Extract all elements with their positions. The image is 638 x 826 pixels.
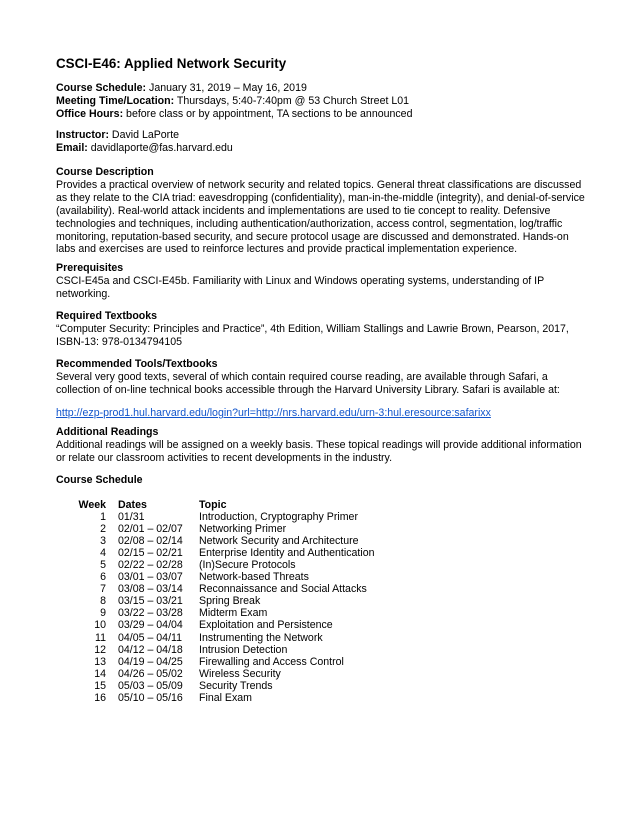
cell-week: 12 [94,643,106,656]
course-schedule-line [56,82,586,95]
office-hours-label: Office Hours: [56,107,124,120]
course-schedule-label: Course Schedule: [56,82,147,94]
recommended-line: collection of on-line technical books accessible through the Harvard University Library. Safari is available at: [56,383,560,396]
instructor-line [56,129,586,142]
cell-week: 7 [100,583,106,596]
description-line: monitoring, reputation-based security, and secure protocol usage are discussed and demonstrated. Hands-on [56,230,569,243]
cell-topic: Networking Primer [199,523,287,536]
instructor-label: Instructor: [56,129,109,141]
meeting-line [56,95,586,108]
prerequisites-line: CSCI-E45a and CSCI-E45b. Familiarity with Linux and Windows operating systems, understanding of IP [56,274,545,287]
cell-dates: 03/01 – 03/07 [118,571,183,584]
cell-dates: 02/08 – 02/14 [118,535,183,548]
cell-topic: Intrusion Detection [199,643,288,656]
cell-topic: Enterprise Identity and Authentication [199,547,375,560]
section-heading: Recommended Tools/Textbooks [56,358,218,370]
cell-week: 5 [100,559,106,572]
textbook-line: ISBN-13: 978-0134794105 [56,335,183,348]
cell-week: 6 [100,571,106,584]
course-info [56,82,586,121]
cell-dates: 03/29 – 04/04 [118,619,183,632]
cell-week: 9 [100,607,106,620]
schedule-table [0,499,638,704]
cell-topic: Network Security and Architecture [199,535,359,548]
table-row [0,607,638,619]
safari-link-block [56,407,586,420]
recommended-tools [56,358,586,397]
additional-line: Additional readings will be assigned on a weekly basis. These topical readings will provide additional information [56,438,582,451]
meeting-value: Thursdays, 5:40-7:40pm @ 53 Church Street L01 [174,94,410,107]
table-row [0,595,638,607]
table-row [0,656,638,668]
section-heading: Prerequisites [56,262,124,274]
course-description [56,166,586,256]
cell-topic: Instrumenting the Network [199,631,323,644]
table-row [0,511,638,523]
table-row [0,632,638,644]
table-row [0,619,638,631]
cell-topic: Reconnaissance and Social Attacks [199,583,367,596]
cell-dates: 05/03 – 05/09 [118,679,183,692]
cell-week: 2 [100,523,106,536]
column-header-dates: Dates [118,499,147,511]
cell-week: 8 [100,595,106,608]
email-line [56,142,586,155]
cell-dates: 04/19 – 04/25 [118,655,183,668]
cell-week: 1 [100,511,106,524]
cell-topic: Final Exam [199,691,252,704]
instructor-name: David LaPorte [108,129,180,141]
page-title: CSCI-E46: Applied Network Security [56,56,287,71]
cell-dates: 02/15 – 02/21 [118,547,183,560]
cell-topic: Wireless Security [199,667,281,680]
description-line: (availability). Real-world attack incidents and implementations are used to tie concept to reality. Defensive [56,204,551,217]
cell-dates: 03/08 – 03/14 [118,583,183,596]
cell-topic: Midterm Exam [199,607,268,620]
schedule-rows [0,511,638,704]
prerequisites [56,262,586,301]
cell-topic: Exploitation and Persistence [199,619,333,632]
cell-topic: Network-based Threats [199,571,309,584]
office-hours-line [56,108,586,121]
table-row [0,547,638,559]
description-line: as they relate to the CIA triad: eavesdropping (confidentiality), man-in-the-middle (integrity), and denial-of-service [56,191,585,204]
recommended-line: Several very good texts, several of which contain required course reading, are available through Safari, a [56,370,548,383]
additional-readings [56,426,586,465]
table-row [0,644,638,656]
section-heading: Course Description [56,166,154,178]
column-header-week: Week [78,499,106,511]
cell-dates: 04/12 – 04/18 [118,643,183,656]
additional-line: or relate our classroom activities to recent developments in the industry. [56,451,393,464]
cell-dates: 02/22 – 02/28 [118,559,183,572]
description-line: Provides a practical overview of network security and related topics. General threat classifications are discussed [56,178,582,191]
office-hours-value: before class or by appointment, TA sections to be announced [123,107,413,120]
cell-dates: 01/31 [118,511,145,524]
cell-week: 16 [94,691,106,704]
email-value: davidlaporte@fas.harvard.edu [87,141,233,154]
cell-week: 4 [100,547,106,560]
email-label: Email: [56,141,88,154]
table-row [0,523,638,535]
table-row [0,680,638,692]
cell-dates: 03/22 – 03/28 [118,607,183,620]
table-row [0,692,638,704]
course-schedule-value: January 31, 2019 – May 16, 2019 [146,82,307,94]
cell-dates: 04/26 – 05/02 [118,667,183,680]
cell-week: 13 [94,655,106,668]
cell-topic: Spring Break [199,595,261,608]
course-schedule-heading-block [56,474,586,487]
table-header-row [0,499,638,511]
cell-week: 11 [95,631,106,644]
prerequisites-line: networking. [56,287,111,300]
cell-topic: Introduction, Cryptography Primer [199,511,358,524]
cell-dates: 04/05 – 04/11 [118,631,183,644]
table-row [0,535,638,547]
cell-topic: (In)Secure Protocols [199,559,296,572]
safari-link[interactable]: http://ezp-prod1.hul.harvard.edu/login?url=http://nrs.harvard.edu/urn-3:hul.eresource:safarixx [56,407,491,419]
required-textbooks [56,310,586,349]
cell-week: 3 [100,535,106,548]
cell-week: 10 [94,619,106,632]
table-row [0,668,638,680]
cell-dates: 03/15 – 03/21 [118,595,183,608]
cell-dates: 02/01 – 02/07 [118,523,183,536]
section-heading: Course Schedule [56,474,143,486]
table-row [0,559,638,571]
cell-dates: 05/10 – 05/16 [118,691,183,704]
meeting-label: Meeting Time/Location: [56,94,175,107]
textbook-line: “Computer Security: Principles and Practice”, 4th Edition, William Stallings and Lawrie Brown, Pearson, 2017, [56,322,569,335]
section-heading: Additional Readings [56,426,159,438]
table-row [0,583,638,595]
description-line: labs and exercises are used to reinforce lectures and provide practical implementation experience. [56,243,518,256]
table-row [0,571,638,583]
cell-topic: Firewalling and Access Control [199,655,344,668]
cell-week: 15 [94,679,106,692]
description-line: technologies and techniques, including authentication/authorization, access control, segmentation, log/traffic [56,217,563,230]
cell-topic: Security Trends [199,679,273,692]
instructor-info [56,129,586,155]
section-heading: Required Textbooks [56,310,158,322]
cell-week: 14 [94,667,106,680]
column-header-topic: Topic [199,499,227,511]
